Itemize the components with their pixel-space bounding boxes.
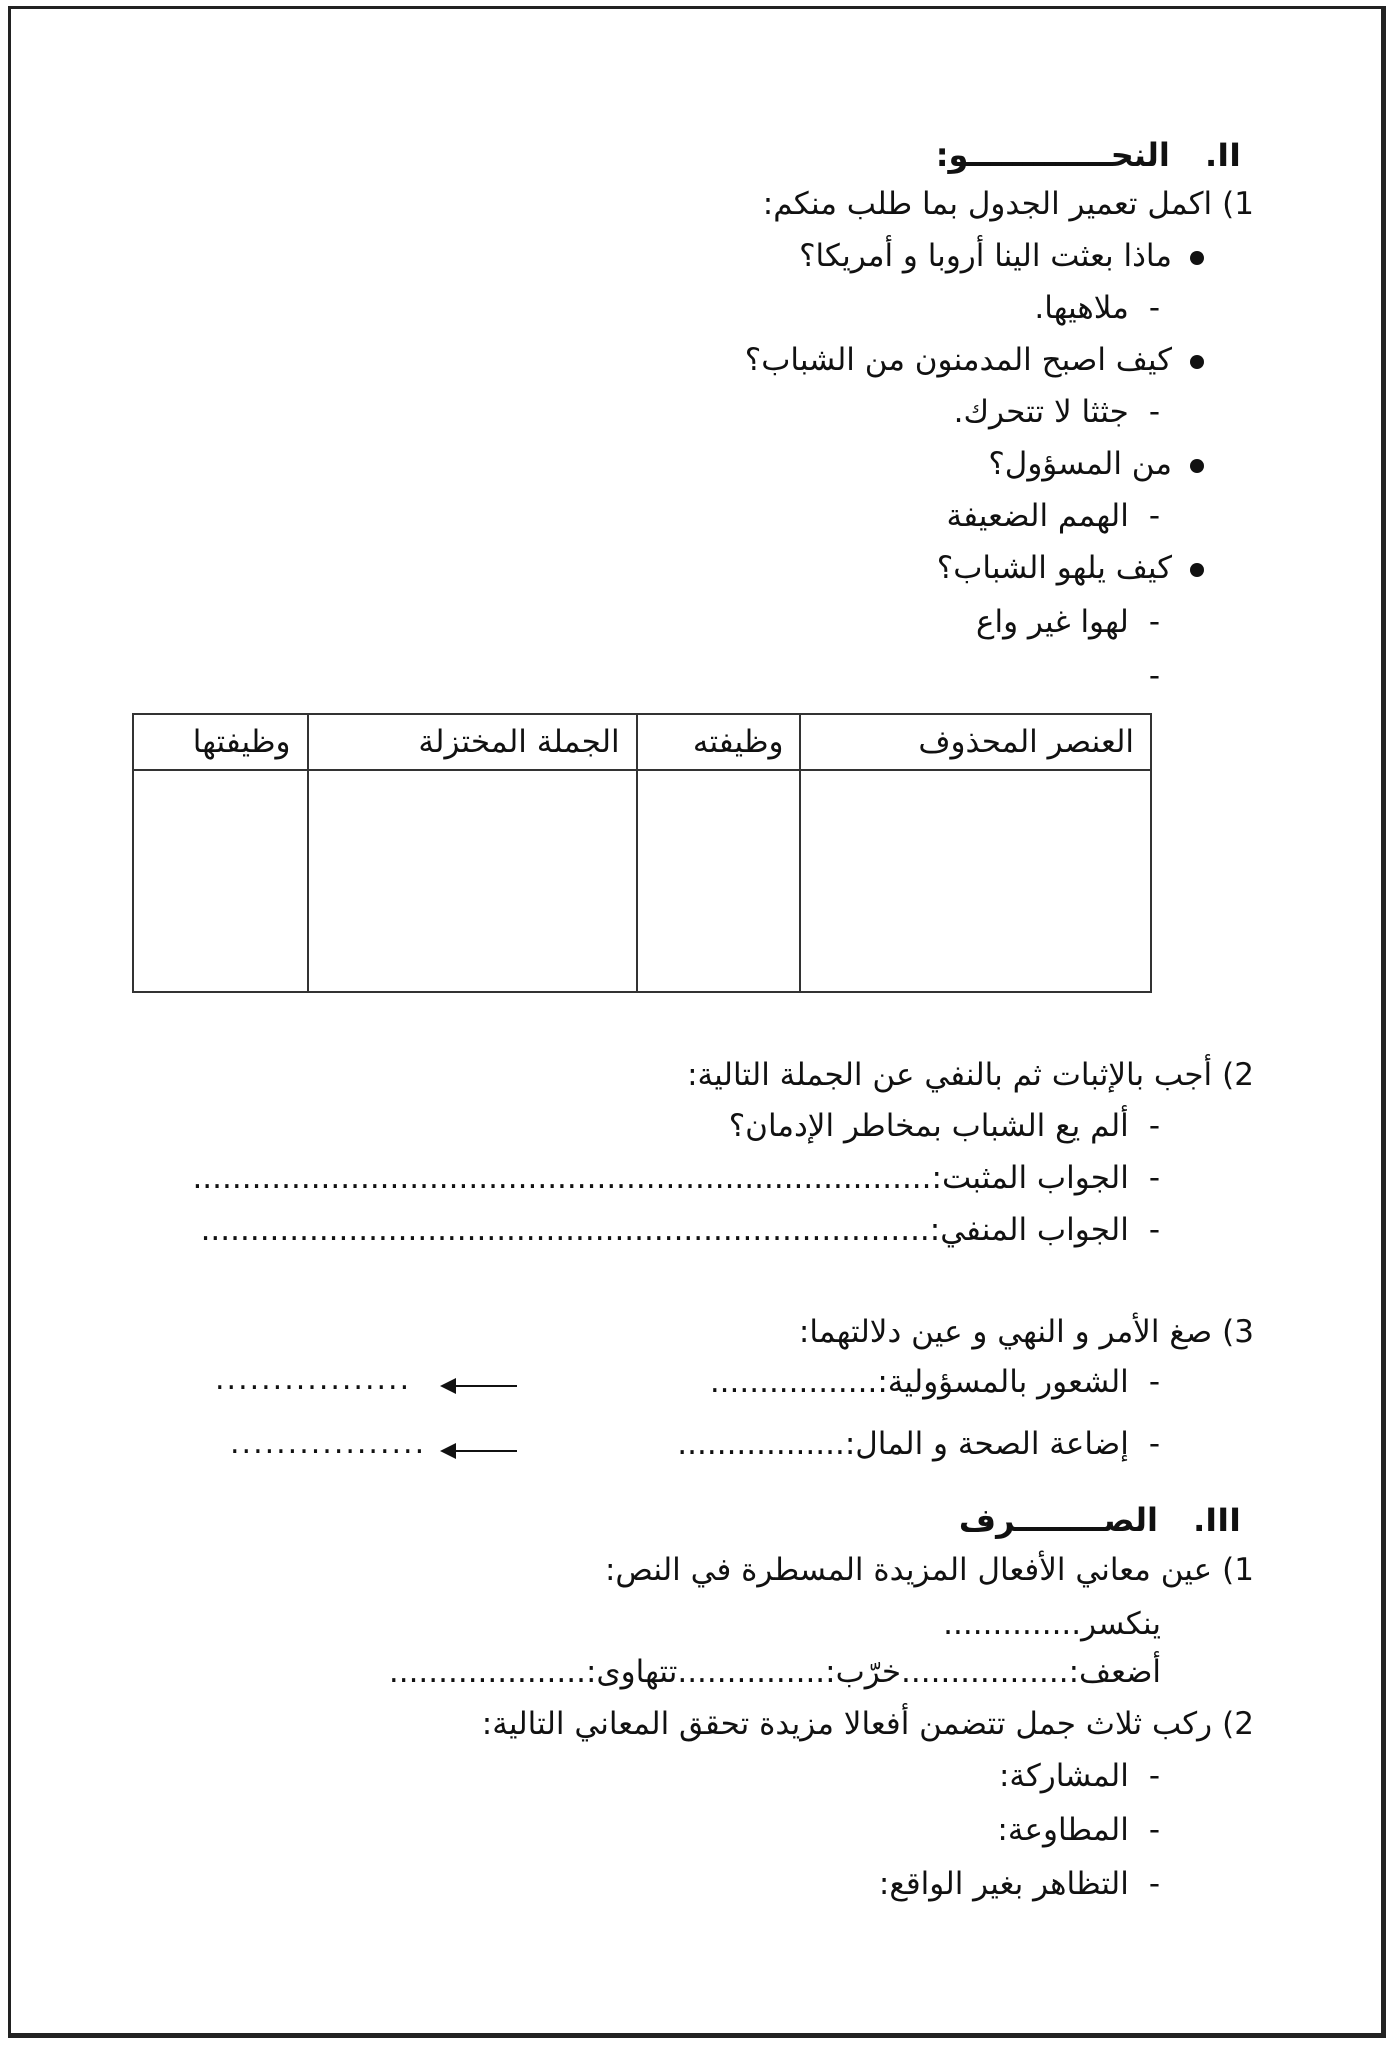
- sentence-text: ألم يع الشباب بمخاطر الإدمان؟: [728, 1108, 1129, 1144]
- command-item: [710, 1362, 1160, 1402]
- question-prompt: صغ الأمر و النهي و عين دلالتهما:: [798, 1314, 1213, 1350]
- section-title: النحـــــــــــــو:: [935, 136, 1170, 174]
- list-item: [937, 548, 1204, 588]
- table-header-row: [133, 714, 1151, 770]
- item-answer: الهمم الضعيفة: [946, 498, 1129, 534]
- dash-marker: -: [1148, 290, 1160, 326]
- dash-marker: -: [1148, 1364, 1160, 1400]
- list-item-answer: [947, 496, 1161, 536]
- question-2: [687, 1055, 1254, 1095]
- question-prompt: أجب بالإثبات ثم بالنفي عن الجملة التالية:: [687, 1057, 1213, 1093]
- list-item: [799, 236, 1204, 276]
- left-arrow-icon: [442, 1385, 517, 1387]
- question-3: [799, 1312, 1254, 1352]
- trailing-dash: -: [1148, 658, 1160, 694]
- command-text: إضاعة الصحة و المال:.................: [677, 1426, 1129, 1462]
- list-item-answer: [954, 392, 1160, 432]
- bullet-icon: [1190, 459, 1204, 473]
- command-item: [677, 1424, 1160, 1464]
- left-arrow-icon: [442, 1450, 517, 1452]
- verb-line: أضعف:.................خرّب:...............تتهاوى:....................: [388, 1654, 1161, 1690]
- table-cell[interactable]: [133, 770, 308, 992]
- question-number: 1): [1222, 1552, 1254, 1588]
- dash-marker: -: [1148, 1212, 1160, 1248]
- item-question: كيف يلهو الشباب؟: [936, 550, 1172, 586]
- arrow-target-dots: .................: [215, 1362, 412, 1397]
- answer-table: [132, 713, 1152, 993]
- bullet-icon: [1190, 563, 1204, 577]
- question-number: 2): [1222, 1057, 1254, 1093]
- list-item-answer: [976, 602, 1160, 642]
- table-header-cell: العنصر المحذوف: [800, 714, 1151, 770]
- command-text: الشعور بالمسؤولية:.................: [709, 1364, 1129, 1400]
- item-answer: جثثا لا تتحرك.: [953, 394, 1129, 430]
- question-prompt: ركب ثلاث جمل تتضمن أفعالا مزيدة تحقق المعاني التالية:: [481, 1706, 1213, 1742]
- dash-marker: -: [1148, 1758, 1160, 1794]
- table-header-cell: الجملة المختزلة: [308, 714, 637, 770]
- dash-marker: -: [1148, 394, 1160, 430]
- arrow-target-dots: .................: [230, 1426, 427, 1461]
- question-number: 3): [1222, 1314, 1254, 1350]
- meaning-text: التظاهر بغير الواقع:: [878, 1866, 1129, 1902]
- question-prompt: عين معاني الأفعال المزيدة المسطرة في النص:: [604, 1552, 1213, 1588]
- negative-answer: الجواب المنفي:..........................................................................: [200, 1212, 1129, 1248]
- table-cell[interactable]: [800, 770, 1151, 992]
- positive-answer: الجواب المثبت:...........................................................................: [192, 1160, 1129, 1196]
- dash-marker: -: [1148, 1160, 1160, 1196]
- list-item: [988, 444, 1204, 484]
- section-heading-morphology: [959, 1500, 1241, 1540]
- table-row: [133, 770, 1151, 992]
- table-header-cell: وظيفته: [637, 714, 801, 770]
- meaning-text: المطاوعة:: [997, 1812, 1129, 1848]
- dash-marker: -: [1148, 498, 1160, 534]
- question-2: [482, 1704, 1254, 1744]
- table-cell[interactable]: [308, 770, 637, 992]
- meaning-item: [999, 1756, 1160, 1796]
- dash-marker: -: [1148, 1866, 1160, 1902]
- list-item-answer: [1034, 288, 1160, 328]
- item-answer: لهوا غير واع: [975, 604, 1129, 640]
- section-numeral: II.: [1205, 136, 1241, 174]
- meaning-item: [879, 1864, 1160, 1904]
- bullet-icon: [1190, 251, 1204, 265]
- question-1: [605, 1550, 1254, 1590]
- question-number: 1): [1222, 186, 1254, 222]
- sentence-item: [729, 1106, 1160, 1146]
- dash-marker: -: [1148, 1426, 1160, 1462]
- question-1: [763, 184, 1254, 224]
- dash-marker: -: [1148, 1108, 1160, 1144]
- table-header-cell: وظيفتها: [133, 714, 308, 770]
- meaning-text: المشاركة:: [998, 1758, 1129, 1794]
- section-heading-grammar: [936, 135, 1241, 175]
- item-answer: ملاهيها.: [1034, 290, 1129, 326]
- positive-answer-line: [192, 1158, 1160, 1198]
- dash-marker: -: [1148, 1812, 1160, 1848]
- verb-line: ينكسر..............: [943, 1606, 1161, 1642]
- bullet-icon: [1190, 355, 1204, 369]
- list-item: [745, 340, 1204, 380]
- question-number: 2): [1222, 1706, 1254, 1742]
- table-cell[interactable]: [637, 770, 801, 992]
- question-prompt: اكمل تعمير الجدول بما طلب منكم:: [762, 186, 1213, 222]
- meaning-item: [997, 1810, 1160, 1850]
- dash-marker: -: [1148, 604, 1160, 640]
- negative-answer-line: [201, 1210, 1160, 1250]
- item-question: من المسؤول؟: [988, 446, 1172, 482]
- section-numeral: III.: [1193, 1501, 1241, 1539]
- section-title: الصــــــــرف: [958, 1501, 1158, 1539]
- item-question: كيف اصبح المدمنون من الشباب؟: [744, 342, 1172, 378]
- item-question: ماذا بعثت الينا أروبا و أمريكا؟: [799, 238, 1172, 274]
